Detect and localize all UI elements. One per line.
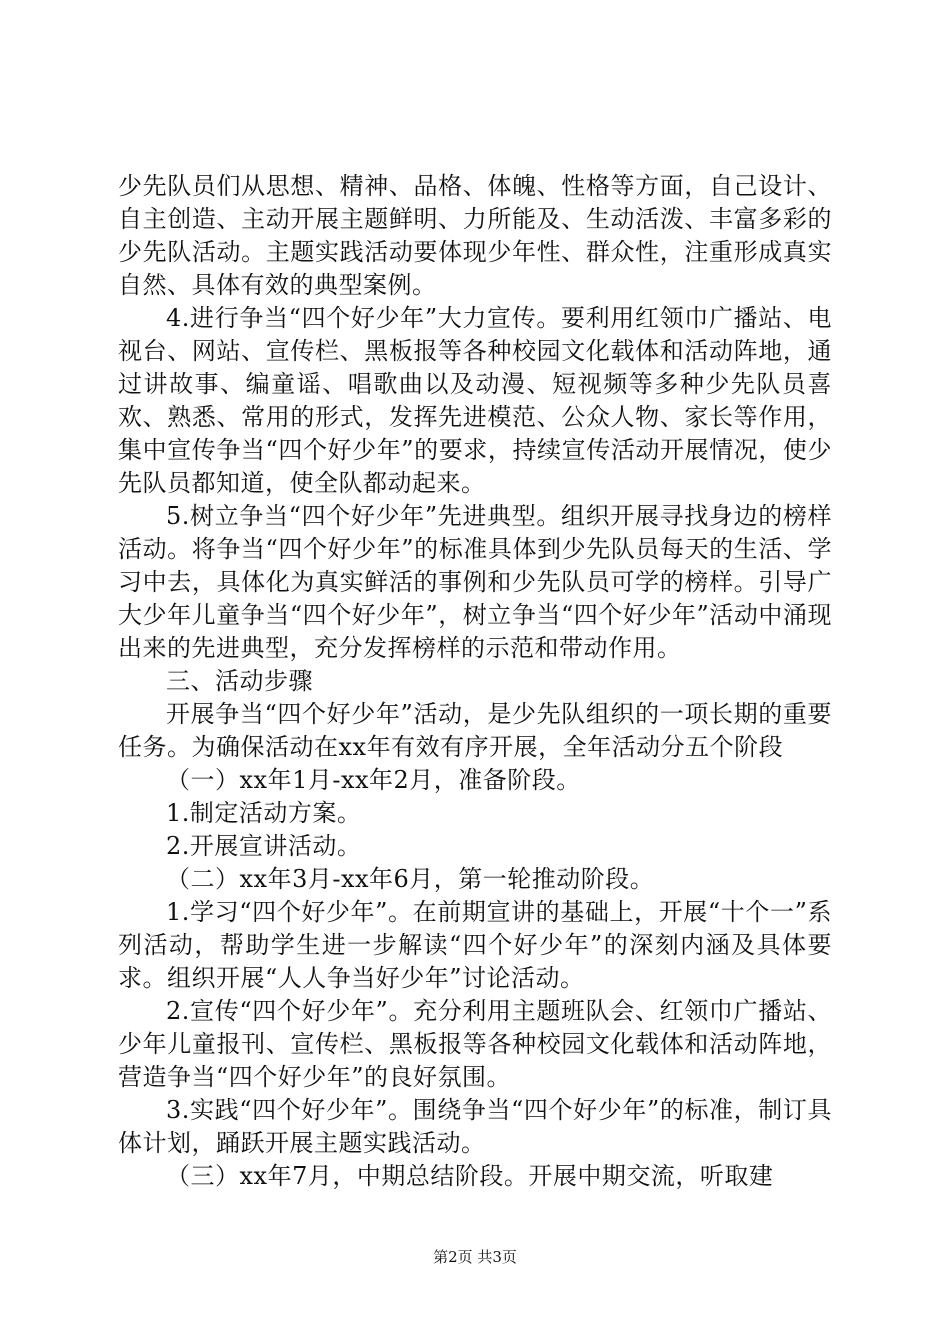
paragraph: 少先队员们从思想、精神、品格、体魄、性格等方面，自己设计、自主创造、主动开展主题鲜明、力所能及、生动活泼、丰富多彩的少先队活动。主题实践活动要体现少年性、群众性，注重形成真实自然、具体有效的典型案例。 [118, 172, 832, 299]
stage-heading: （三）xx年7月，中期总结阶段。开展中期交流，听取建 [166, 1162, 774, 1190]
page-footer: 第2页 共3页 [433, 1248, 517, 1266]
stage-heading: （一）xx年1月-xx年2月，准备阶段。 [166, 766, 581, 794]
section-heading: 三、活动步骤 [166, 667, 313, 695]
list-item: 2.宣传“四个好少年”。充分利用主题班队会、红领巾广播站、少年儿童报刊、宣传栏、黑板报等各种校园文化载体和活动阵地，营造争当“四个好少年”的良好氛围。 [118, 997, 832, 1091]
document-body [118, 170, 832, 1193]
list-item: 3.实践“四个好少年”。围绕争当“四个好少年”的标准，制订具体计划，踊跃开展主题实践活动。 [118, 1096, 832, 1157]
list-item: 1.学习“四个好少年”。在前期宣讲的基础上，开展“十个一”系列活动，帮助学生进一步解读“四个好少年”的深刻内涵及具体要求。组织开展“人人争当好少年”讨论活动。 [118, 898, 832, 992]
paragraph: 4.进行争当“四个好少年”大力宣传。要利用红领巾广播站、电视台、网站、宣传栏、黑板报等各种校园文化载体和活动阵地，通过讲故事、编童谣、唱歌曲以及动漫、短视频等多种少先队员喜欢、熟悉、常用的形式，发挥先进模范、公众人物、家长等作用，集中宣传争当“四个好少年”的要求，持续宣传活动开展情况，使少先队员都知道，使全队都动起来。 [118, 304, 832, 497]
paragraph: 开展争当“四个好少年”活动，是少先队组织的一项长期的重要任务。为确保活动在xx年有效有序开展，全年活动分五个阶段 [118, 700, 832, 761]
stage-heading: （二）xx年3月-xx年6月，第一轮推动阶段。 [166, 865, 655, 893]
list-item: 2.开展宣讲活动。 [166, 832, 362, 860]
list-item: 1.制定活动方案。 [166, 799, 362, 827]
paragraph: 5.树立争当“四个好少年”先进典型。组织开展寻找身边的榜样活动。将争当“四个好少年”的标准具体到少先队员每天的生活、学习中去，具体化为真实鲜活的事例和少先队员可学的榜样。引导广大少年儿童争当“四个好少年”，树立争当“四个好少年”活动中涌现出来的先进典型，充分发挥榜样的示范和带动作用。 [118, 502, 832, 662]
